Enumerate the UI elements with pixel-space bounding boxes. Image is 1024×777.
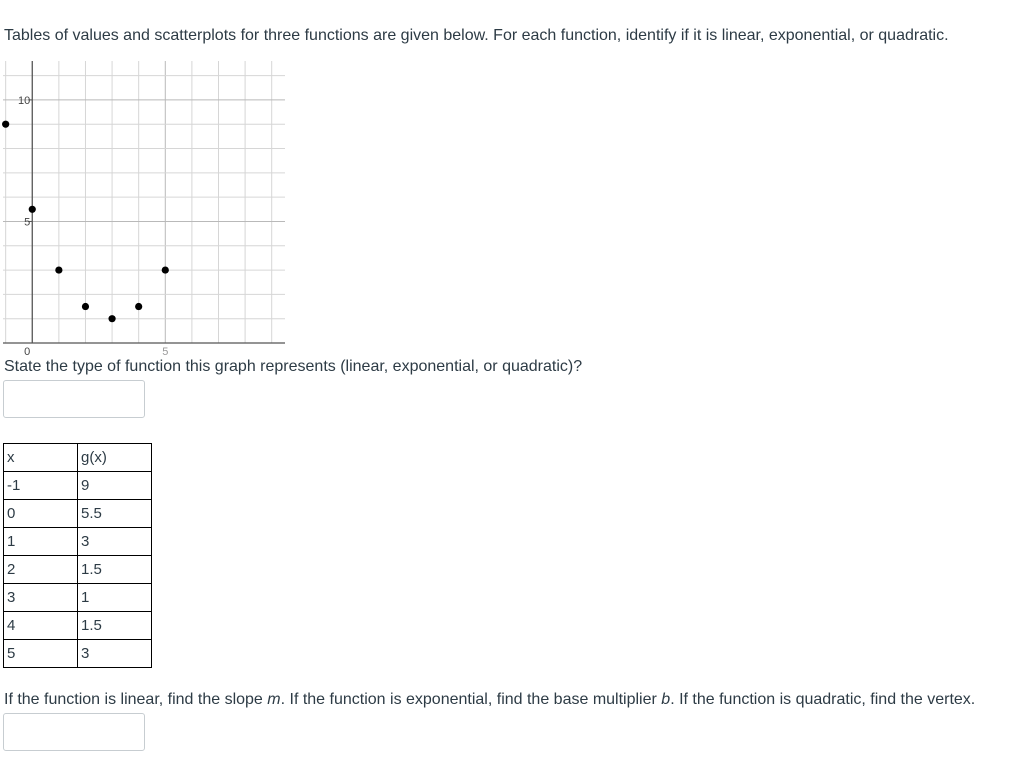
data-point [55, 266, 62, 273]
values-table [3, 443, 152, 668]
table-header-x: x [4, 444, 78, 472]
function-type-answer-input[interactable] [3, 380, 145, 418]
table-row [4, 584, 152, 612]
table-cell-gx: 1.5 [78, 556, 152, 584]
question-2-part2: . If the function is exponential, find the base multiplier [280, 691, 662, 708]
table-cell-x: 5 [4, 640, 78, 668]
table-cell-x: 4 [4, 612, 78, 640]
x-tick-label: 0 [24, 346, 31, 358]
table-cell-x: 3 [4, 584, 78, 612]
data-point [2, 121, 9, 128]
table-cell-x: 0 [4, 500, 78, 528]
table-cell-gx: 3 [78, 528, 152, 556]
table-header-gx: g(x) [78, 444, 152, 472]
data-point [162, 266, 169, 273]
table-row [4, 640, 152, 668]
table-row [4, 528, 152, 556]
table-cell-gx: 1 [78, 584, 152, 612]
table-cell-gx: 5.5 [78, 500, 152, 528]
question-function-type: State the type of function this graph represents (linear, exponential, or quadratic)? [4, 358, 583, 375]
table-cell-x: 2 [4, 556, 78, 584]
y-tick-label: 5 [24, 216, 31, 229]
question-2-part3: . If the function is quadratic, find the vertex. [670, 691, 976, 708]
data-point [29, 206, 36, 213]
question-slope-base-vertex [4, 691, 975, 709]
table-row [4, 612, 152, 640]
data-point [135, 303, 142, 310]
table-cell-gx: 9 [78, 472, 152, 500]
intro-text: Tables of values and scatterplots for three functions are given below. For each function, identify if it is linear, exponential, or quadratic. [4, 27, 949, 44]
table-cell-gx: 3 [78, 640, 152, 668]
table-cell-x: -1 [4, 472, 78, 500]
data-point [82, 303, 89, 310]
scatterplot [3, 61, 285, 358]
question-2-part1: If the function is linear, find the slope [4, 691, 268, 708]
question-2-b: b [661, 691, 671, 708]
table-row [4, 500, 152, 528]
table-row [4, 556, 152, 584]
table-cell-x: 1 [4, 528, 78, 556]
x-tick-label: 5 [162, 346, 169, 358]
scatterplot-svg [3, 61, 285, 358]
data-point [108, 315, 115, 322]
table-header-row [4, 444, 152, 472]
y-tick-label: 10 [18, 94, 31, 107]
table-cell-gx: 1.5 [78, 612, 152, 640]
table-row [4, 472, 152, 500]
question-2-m: m [267, 691, 281, 708]
slope-base-vertex-answer-input[interactable] [3, 713, 145, 751]
